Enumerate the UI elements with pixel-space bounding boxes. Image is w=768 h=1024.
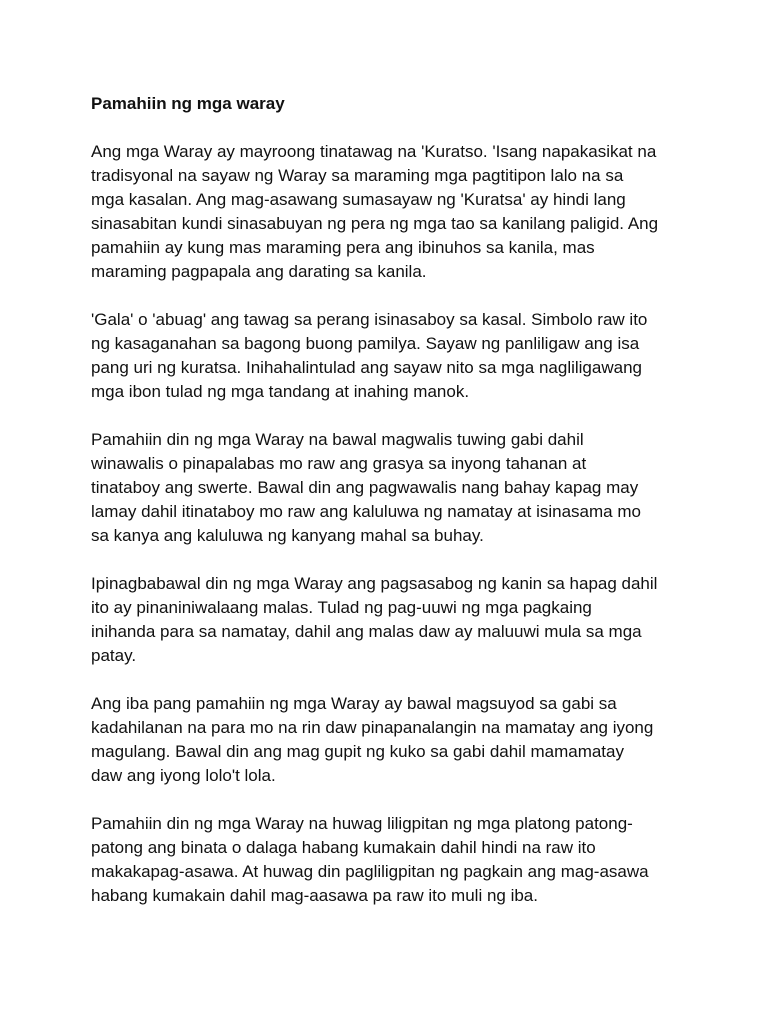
- paragraph-line: maraming pagpapala ang darating sa kanila.: [91, 262, 427, 281]
- paragraph-line: Ang iba pang pamahiin ng mga Waray ay bawal magsuyod sa gabi sa: [91, 694, 617, 713]
- paragraph-line: tradisyonal na sayaw ng Waray sa maraming mga pagtitipon lalo na sa: [91, 166, 624, 185]
- paragraph-line: makakapag-asawa. At huwag din pagliligpitan ng pagkain ang mag-asawa: [91, 862, 649, 881]
- paragraph-liligpitan: [91, 812, 691, 908]
- paragraph-line: tinataboy ang swerte. Bawal din ang pagwawalis nang bahay kapag may: [91, 478, 639, 497]
- paragraph-line: mga kasalan. Ang mag-asawang sumasayaw ng 'Kuratsa' ay hindi lang: [91, 190, 626, 209]
- document-title: Pamahiin ng mga waray: [91, 94, 285, 113]
- paragraph-line: magulang. Bawal din ang mag gupit ng kuko sa gabi dahil mamamatay: [91, 742, 624, 761]
- paragraph-line: Pamahiin din ng mga Waray na huwag liligpitan ng mga platong patong-: [91, 814, 633, 833]
- paragraph-magsuyod: [91, 692, 691, 788]
- paragraph-line: pamahiin ay kung mas maraming pera ang ibinuhos sa kanila, mas: [91, 238, 595, 257]
- paragraph-line: Pamahiin din ng mga Waray na bawal magwalis tuwing gabi dahil: [91, 430, 584, 449]
- paragraph-line: Ang mga Waray ay mayroong tinatawag na 'Kuratso. 'Isang napakasikat na: [91, 142, 657, 161]
- paragraph-line: habang kumakain dahil mag-aasawa pa raw ito muli ng iba.: [91, 886, 538, 905]
- paragraph-line: patong ang binata o dalaga habang kumakain dahil hindi na raw ito: [91, 838, 596, 857]
- paragraph-line: 'Gala' o 'abuag' ang tawag sa perang isinasaboy sa kasal. Simbolo raw ito: [91, 310, 648, 329]
- paragraph-line: daw ang iyong lolo't lola.: [91, 766, 276, 785]
- paragraph-line: sa kanya ang kaluluwa ng kanyang mahal sa buhay.: [91, 526, 484, 545]
- paragraph-gala: [91, 308, 691, 404]
- paragraph-line: Ipinagbabawal din ng mga Waray ang pagsasabog ng kanin sa hapag dahil: [91, 574, 658, 593]
- paragraph-kuratsa: [91, 140, 691, 284]
- paragraph-line: sinasabitan kundi sinasabuyan ng pera ng mga tao sa kanilang paligid. Ang: [91, 214, 659, 233]
- paragraph-line: patay.: [91, 646, 137, 665]
- paragraph-line: lamay dahil itinataboy mo raw ang kaluluwa ng namatay at isinasama mo: [91, 502, 641, 521]
- paragraph-line: ito ay pinaniniwalaang malas. Tulad ng pag-uuwi ng mga pagkaing: [91, 598, 592, 617]
- paragraph-line: mga ibon tulad ng mga tandang at inahing manok.: [91, 382, 470, 401]
- paragraph-line: inihanda para sa namatay, dahil ang malas daw ay maluuwi mula sa mga: [91, 622, 642, 641]
- document-content: [91, 92, 691, 932]
- paragraph-line: ng kasaganahan sa bagong buong pamilya. Sayaw ng panliligaw ang isa: [91, 334, 640, 353]
- paragraph-line: kadahilanan na para mo na rin daw pinapanalangin na mamatay ang iyong: [91, 718, 654, 737]
- paragraph-magwalis: [91, 428, 691, 548]
- paragraph-line: winawalis o pinapalabas mo raw ang grasya sa inyong tahanan at: [91, 454, 587, 473]
- paragraph-kanin: [91, 572, 691, 668]
- paragraph-line: pang uri ng kuratsa. Inihahalintulad ang sayaw nito sa mga nagliligawang: [91, 358, 642, 377]
